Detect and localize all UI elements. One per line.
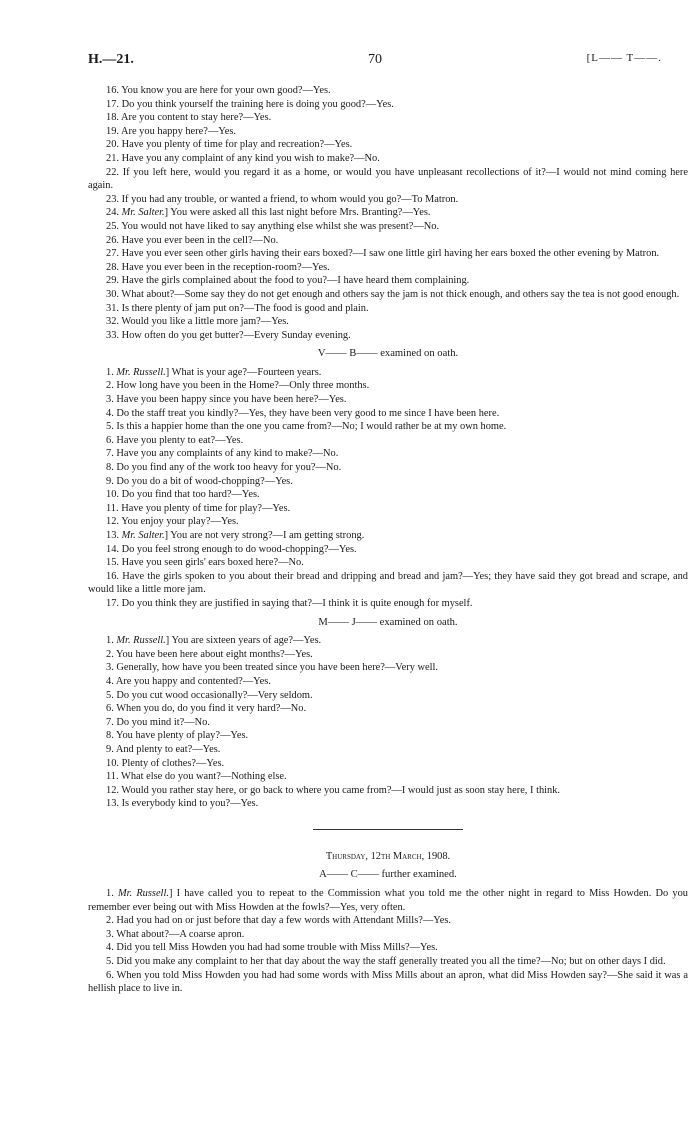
question-line: 2. How long have you been in the Home?—Only three months. [106,380,370,392]
speaker-name: Mr. Russell. [117,888,169,900]
paper-reference: H.—21. [88,52,134,67]
question-line: 20. Have you plenty of time for play and recreation?—Yes. [106,139,353,151]
section-witness-ac [88,850,688,996]
question-line: 3. Generally, how have you been treated since you have been here?—Very well. [106,662,438,674]
question-line: 18. Are you content to stay here?—Yes. [106,112,272,124]
question-line: 28. Have you ever been in the reception-room?—Yes. [106,261,330,273]
question-line: 8. Do you find any of the work too heavy for you?—No. [106,462,342,474]
question-line: 4. Do the staff treat you kindly?—Yes, they have been very good to me since I have been here. [106,407,500,419]
question-line: 21. Have you any complaint of any kind you wish to make?—No. [106,152,380,164]
section-witness-vb [88,347,688,610]
question-line: 19. Are you happy here?—Yes. [106,125,236,137]
question-line: 7. Have you any complaints of any kind to make?—No. [106,448,339,460]
question-line: 17. Do you think they are justified in saying that?—I think it is quite enough for myself. [106,597,473,609]
question-line: 10. Plenty of clothes?—Yes. [106,757,225,769]
question-line: 15. Have you seen girls' ears boxed here?—No. [106,557,304,569]
speaker-name: Mr. Salter. [121,530,165,541]
question-line: 30. What about?—Some say they do not get enough and others say the jam is not thick enough, and others say the tea is not good enough. [106,288,680,300]
question-line [88,887,688,914]
question-text: ] You were asked all this last night before Mrs. Branting?—Yes. [164,207,431,219]
question-line: 7. Do you mind it?—No. [106,716,210,728]
document-body [88,84,688,996]
section-heading: M—— J—— examined on oath. [318,616,458,628]
question-line: 14. Do you feel strong enough to do wood-chopping?—Yes. [106,543,357,555]
question-number: 24. [106,207,119,219]
question-line: 17. Do you think yourself the training here is doing you good?—Yes. [106,98,394,110]
question-text: ] You are not very strong?—I am getting strong. [164,530,365,541]
question-line [88,366,688,380]
question-line: 2. Had you had on or just before that day a few words with Attendant Mills?—Yes. [106,915,451,927]
question-line: 22. If you left here, would you regard it as a home, or would you have unpleasant recollections of it?—I would not mind coming here again. [88,166,688,192]
question-line: 3. What about?—A coarse apron. [106,928,245,940]
section-witness-mj [88,616,688,811]
question-number: 1. [106,635,114,647]
question-line: 31. Is there plenty of jam put on?—The food is good and plain. [106,302,369,314]
question-line: 4. Are you happy and contented?—Yes. [106,675,271,687]
question-line: 11. Have you plenty of time for play?—Yes. [106,502,291,514]
question-line [88,206,688,220]
question-line: 5. Do you cut wood occasionally?—Very seldom. [106,689,313,701]
question-line: 5. Is this a happier home than the one you came from?—No; I would rather be at my own home. [106,421,507,433]
page-number: 70 [368,52,382,67]
speaker-name: Mr. Russell. [116,366,166,378]
question-text: ] What is your age?—Fourteen years. [165,366,322,378]
question-line: 12. You enjoy your play?—Yes. [106,516,239,528]
question-line: 6. Have you plenty to eat?—Yes. [106,434,244,446]
question-number: 1. [106,366,114,378]
question-line: 12. Would you rather stay here, or go back to where you came from?—I would just as soon stay here, I think. [106,784,561,796]
witness-reference: [L—— T——. [586,52,662,64]
section-heading: A—— C—— further examined. [319,869,457,881]
question-line: 11. What else do you want?—Nothing else. [106,771,287,783]
section-continued-examination [88,84,688,342]
section-heading: V—— B—— examined on oath. [317,348,459,360]
question-line: 23. If you had any trouble, or wanted a friend, to whom would you go?—To Matron. [106,193,459,205]
question-line: 10. Do you find that too hard?—Yes. [106,489,260,501]
question-line: 9. And plenty to eat?—Yes. [106,743,221,755]
question-line: 13. Is everybody kind to you?—Yes. [106,798,259,810]
question-line: 25. You would not have liked to say anything else whilst she was present?—No. [106,220,440,232]
question-line [88,529,688,543]
section-divider [313,829,463,830]
question-line: 33. How often do you get butter?—Every Sunday evening. [106,329,351,341]
page-header [88,52,662,72]
question-line: 6. When you told Miss Howden you had had some words with Miss Mills about an apron, what did Miss Howden say?—She said it was a hellish place to live in. [88,969,688,995]
speaker-name: Mr. Russell. [116,635,166,647]
question-number: 1. [106,888,114,900]
question-line [88,634,688,648]
question-text: ] You are sixteen years of age?—Yes. [165,635,322,647]
session-date: Thursday, 12th March, 1908. [325,850,451,862]
question-number: 13. [106,530,119,541]
question-line: 4. Did you tell Miss Howden you had had some trouble with Miss Mills?—Yes. [106,942,438,954]
question-line: 29. Have the girls complained about the food to you?—I have heard them complaining. [106,275,470,287]
question-line: 5. Did you make any complaint to her that day about the way the staff generally treated you all the time?—No; but on other days I did. [106,956,666,968]
question-line: 16. You know you are here for your own good?—Yes. [106,85,331,96]
speaker-name: Mr. Salter. [121,207,165,219]
question-line: 16. Have the girls spoken to you about their bread and dripping and bread and jam?—Yes; they have said they got bread and scrape, and would like a little more jam. [88,570,688,596]
question-line: 2. You have been here about eight months?—Yes. [106,648,313,660]
question-line: 8. You have plenty of play?—Yes. [106,730,249,742]
question-line: 26. Have you ever been in the cell?—No. [106,234,279,246]
question-line: 27. Have you ever seen other girls having their ears boxed?—I saw one little girl having her ears boxed the other evening by Matron. [106,248,660,260]
question-line: 9. Do you do a bit of wood-chopping?—Yes. [106,475,293,487]
question-line: 32. Would you like a little more jam?—Yes. [106,316,289,328]
question-line: 3. Have you been happy since you have been here?—Yes. [106,394,347,406]
question-line: 6. When you do, do you find it very hard?—No. [106,703,307,715]
question-text: ] I have called you to repeat to the Commission what you told me the other night in regard to Miss Howden. Do you remember ever being out with Miss Howden at the fowls?—Yes, very often. [88,888,688,913]
